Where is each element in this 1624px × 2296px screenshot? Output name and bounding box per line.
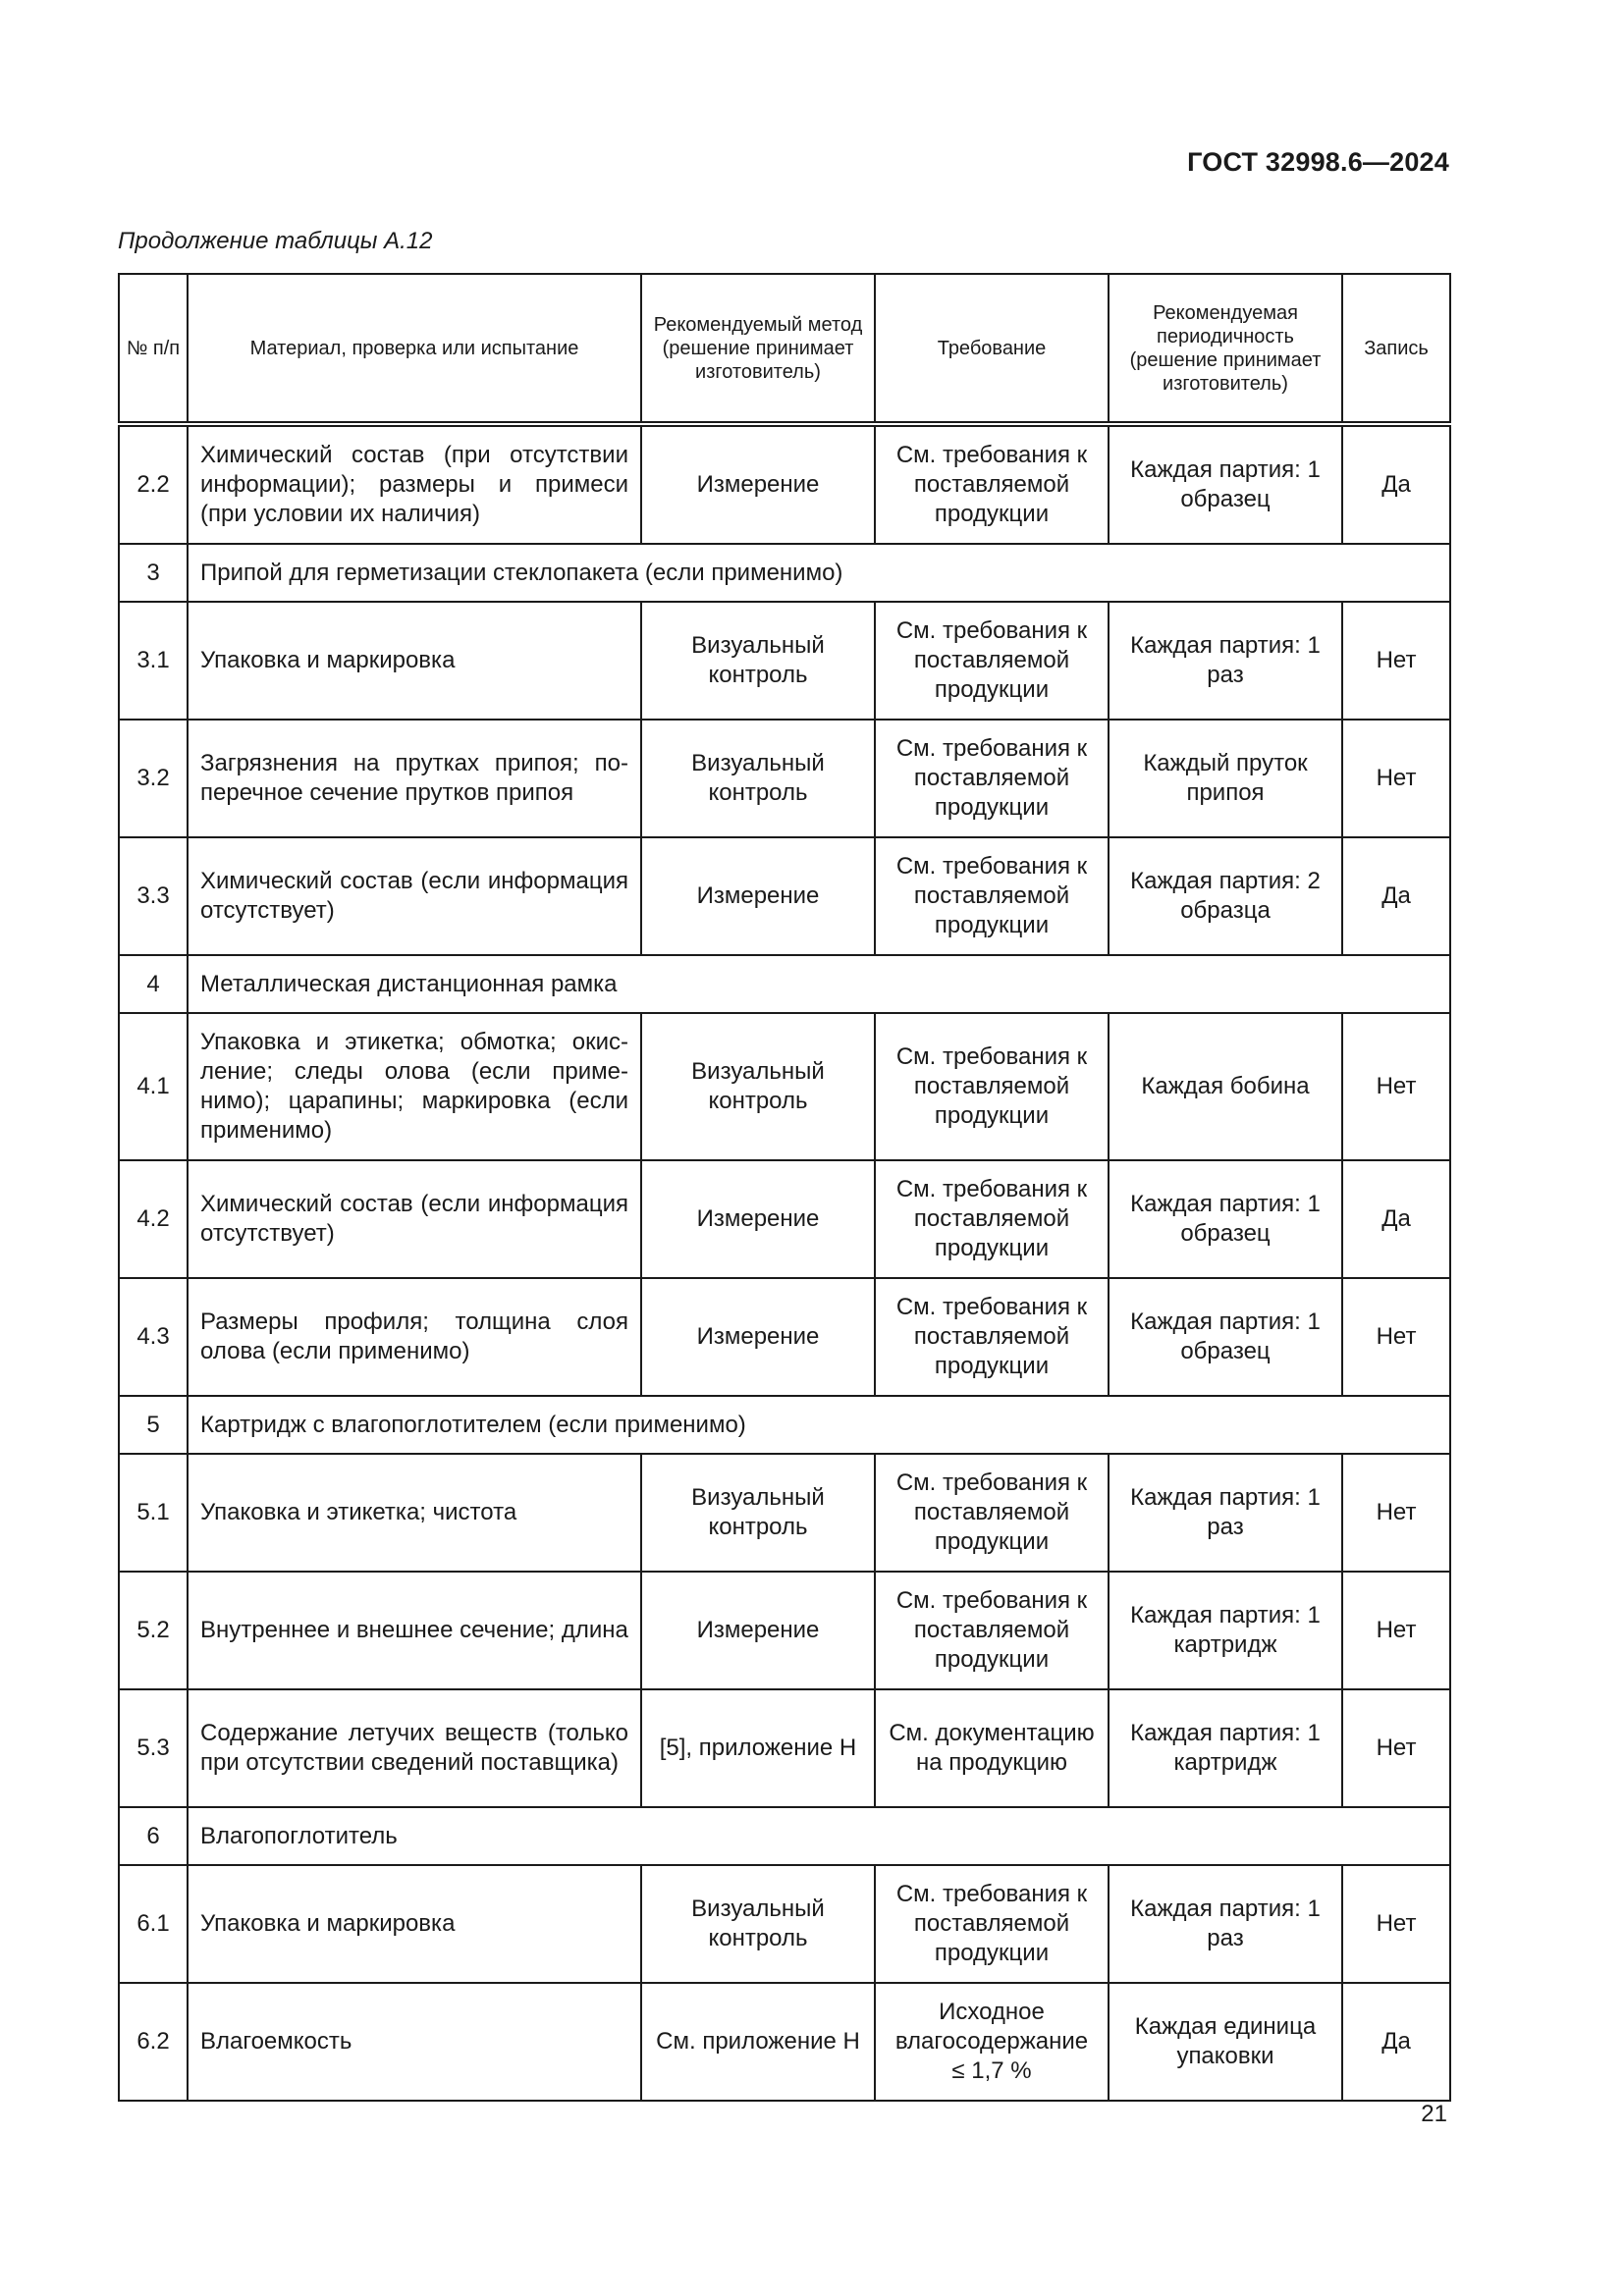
cell-material: Содержание летучих веществ (только при отсутствии сведений поставщика) bbox=[188, 1689, 641, 1807]
cell-period: Каждая партия: 1 картридж bbox=[1109, 1572, 1342, 1689]
cell-number: 3.1 bbox=[119, 602, 188, 720]
col-header-record: Запись bbox=[1342, 274, 1450, 424]
page-number: 21 bbox=[1421, 2101, 1447, 2127]
table-row bbox=[119, 602, 1450, 720]
cell-number: 4.3 bbox=[119, 1278, 188, 1396]
col-header-period: Рекомендуемая периодичность (решение принимает изготовитель) bbox=[1109, 274, 1342, 424]
table-row bbox=[119, 1278, 1450, 1396]
table-caption: Продолжение таблицы А.12 bbox=[118, 228, 433, 254]
section-number: 6 bbox=[119, 1807, 188, 1865]
cell-period: Каждая партия: 2 образца bbox=[1109, 837, 1342, 955]
requirements-table bbox=[118, 273, 1451, 2102]
cell-period: Каждая единица упаковки bbox=[1109, 1983, 1342, 2101]
cell-period: Каждая партия: 1 раз bbox=[1109, 1454, 1342, 1572]
section-number: 3 bbox=[119, 544, 188, 602]
cell-method: Измерение bbox=[641, 1160, 875, 1278]
cell-requirement: См. требования к поставляемой продукции bbox=[875, 1572, 1109, 1689]
cell-requirement: См. требования к поставляемой продукции bbox=[875, 1160, 1109, 1278]
cell-record: Нет bbox=[1342, 1689, 1450, 1807]
cell-requirement: См. требования к поставляемой продукции bbox=[875, 424, 1109, 544]
table-row bbox=[119, 1454, 1450, 1572]
cell-number: 4.2 bbox=[119, 1160, 188, 1278]
cell-material: Химический состав (если информация отсутствует) bbox=[188, 1160, 641, 1278]
cell-material: Химический состав (при отсутствии информации); размеры и примеси (при условии их наличия) bbox=[188, 424, 641, 544]
cell-material: Внутреннее и внешнее сечение; длина bbox=[188, 1572, 641, 1689]
cell-record: Нет bbox=[1342, 1013, 1450, 1160]
cell-record: Нет bbox=[1342, 1278, 1450, 1396]
col-header-number: № п/п bbox=[119, 274, 188, 424]
cell-period: Каждая партия: 1 раз bbox=[1109, 1865, 1342, 1983]
cell-period: Каждая партия: 1 картридж bbox=[1109, 1689, 1342, 1807]
cell-method: [5], приложение Н bbox=[641, 1689, 875, 1807]
cell-number: 3.3 bbox=[119, 837, 188, 955]
table-row bbox=[119, 1013, 1450, 1160]
table-row bbox=[119, 1689, 1450, 1807]
cell-method: Визуальный контроль bbox=[641, 1454, 875, 1572]
cell-method: Измерение bbox=[641, 1572, 875, 1689]
cell-period: Каждая партия: 1 образец bbox=[1109, 1278, 1342, 1396]
cell-number: 5.3 bbox=[119, 1689, 188, 1807]
cell-method: Визуальный контроль bbox=[641, 602, 875, 720]
cell-period: Каждый пруток припоя bbox=[1109, 720, 1342, 837]
table-row bbox=[119, 1160, 1450, 1278]
cell-period: Каждая партия: 1 образец bbox=[1109, 1160, 1342, 1278]
section-title: Припой для герметизации стеклопакета (если применимо) bbox=[188, 544, 1450, 602]
section-title: Металлическая дистанционная рамка bbox=[188, 955, 1450, 1013]
cell-requirement: См. требования к поставляемой продукции bbox=[875, 1865, 1109, 1983]
table-section-row bbox=[119, 544, 1450, 602]
cell-record: Нет bbox=[1342, 1454, 1450, 1572]
col-header-requirement: Требование bbox=[875, 274, 1109, 424]
table-section-row bbox=[119, 955, 1450, 1013]
col-header-material: Материал, проверка или испытание bbox=[188, 274, 641, 424]
table-row bbox=[119, 837, 1450, 955]
section-title: Влагопоглотитель bbox=[188, 1807, 1450, 1865]
cell-requirement: См. требования к поставляемой продукции bbox=[875, 1013, 1109, 1160]
table-section-row bbox=[119, 1807, 1450, 1865]
cell-number: 5.1 bbox=[119, 1454, 188, 1572]
section-number: 5 bbox=[119, 1396, 188, 1454]
cell-period: Каждая партия: 1 образец bbox=[1109, 424, 1342, 544]
cell-material: Упаковка и этикетка; чистота bbox=[188, 1454, 641, 1572]
table-row bbox=[119, 720, 1450, 837]
cell-material: Упаковка и этикетка; обмотка; окисление; следы олова (если применимо); царапины; маркировка (если применимо) bbox=[188, 1013, 641, 1160]
cell-record: Нет bbox=[1342, 1572, 1450, 1689]
cell-requirement: См. документацию на продукцию bbox=[875, 1689, 1109, 1807]
cell-record: Да bbox=[1342, 424, 1450, 544]
cell-requirement: См. требования к поставляемой продукции bbox=[875, 602, 1109, 720]
cell-number: 6.2 bbox=[119, 1983, 188, 2101]
table-row bbox=[119, 424, 1450, 544]
cell-material: Размеры профиля; толщина слоя олова (если применимо) bbox=[188, 1278, 641, 1396]
cell-material: Химический состав (если информация отсутствует) bbox=[188, 837, 641, 955]
table-row bbox=[119, 1983, 1450, 2101]
cell-requirement: См. требования к поставляемой продукции bbox=[875, 1278, 1109, 1396]
cell-number: 4.1 bbox=[119, 1013, 188, 1160]
cell-method: Измерение bbox=[641, 1278, 875, 1396]
cell-record: Да bbox=[1342, 1160, 1450, 1278]
document-code: ГОСТ 32998.6—2024 bbox=[1187, 147, 1449, 177]
cell-number: 3.2 bbox=[119, 720, 188, 837]
cell-number: 6.1 bbox=[119, 1865, 188, 1983]
cell-number: 2.2 bbox=[119, 424, 188, 544]
table-row bbox=[119, 1865, 1450, 1983]
cell-material: Упаковка и маркировка bbox=[188, 1865, 641, 1983]
table-header-row bbox=[119, 274, 1450, 424]
cell-record: Нет bbox=[1342, 1865, 1450, 1983]
cell-period: Каждая бобина bbox=[1109, 1013, 1342, 1160]
cell-method: Визуальный контроль bbox=[641, 1865, 875, 1983]
cell-material: Загрязнения на прутках припоя; поперечное сечение прутков припоя bbox=[188, 720, 641, 837]
cell-material: Упаковка и маркировка bbox=[188, 602, 641, 720]
cell-record: Да bbox=[1342, 1983, 1450, 2101]
table-section-row bbox=[119, 1396, 1450, 1454]
cell-record: Нет bbox=[1342, 720, 1450, 837]
cell-requirement: См. требования к поставляемой продукции bbox=[875, 1454, 1109, 1572]
cell-requirement: См. требования к поставляемой продукции bbox=[875, 837, 1109, 955]
cell-method: Измерение bbox=[641, 424, 875, 544]
cell-record: Нет bbox=[1342, 602, 1450, 720]
cell-method: См. приложение Н bbox=[641, 1983, 875, 2101]
section-number: 4 bbox=[119, 955, 188, 1013]
col-header-method: Рекомендуемый метод (решение принимает изготовитель) bbox=[641, 274, 875, 424]
cell-number: 5.2 bbox=[119, 1572, 188, 1689]
cell-method: Визуальный контроль bbox=[641, 720, 875, 837]
cell-period: Каждая партия: 1 раз bbox=[1109, 602, 1342, 720]
section-title: Картридж с влагопоглотителем (если применимо) bbox=[188, 1396, 1450, 1454]
table-row bbox=[119, 1572, 1450, 1689]
cell-method: Измерение bbox=[641, 837, 875, 955]
table-body bbox=[119, 424, 1450, 2101]
cell-requirement: Исходное влагосодержание ≤ 1,7 % bbox=[875, 1983, 1109, 2101]
cell-record: Да bbox=[1342, 837, 1450, 955]
cell-material: Влагоемкость bbox=[188, 1983, 641, 2101]
cell-method: Визуальный контроль bbox=[641, 1013, 875, 1160]
cell-requirement: См. требования к поставляемой продукции bbox=[875, 720, 1109, 837]
